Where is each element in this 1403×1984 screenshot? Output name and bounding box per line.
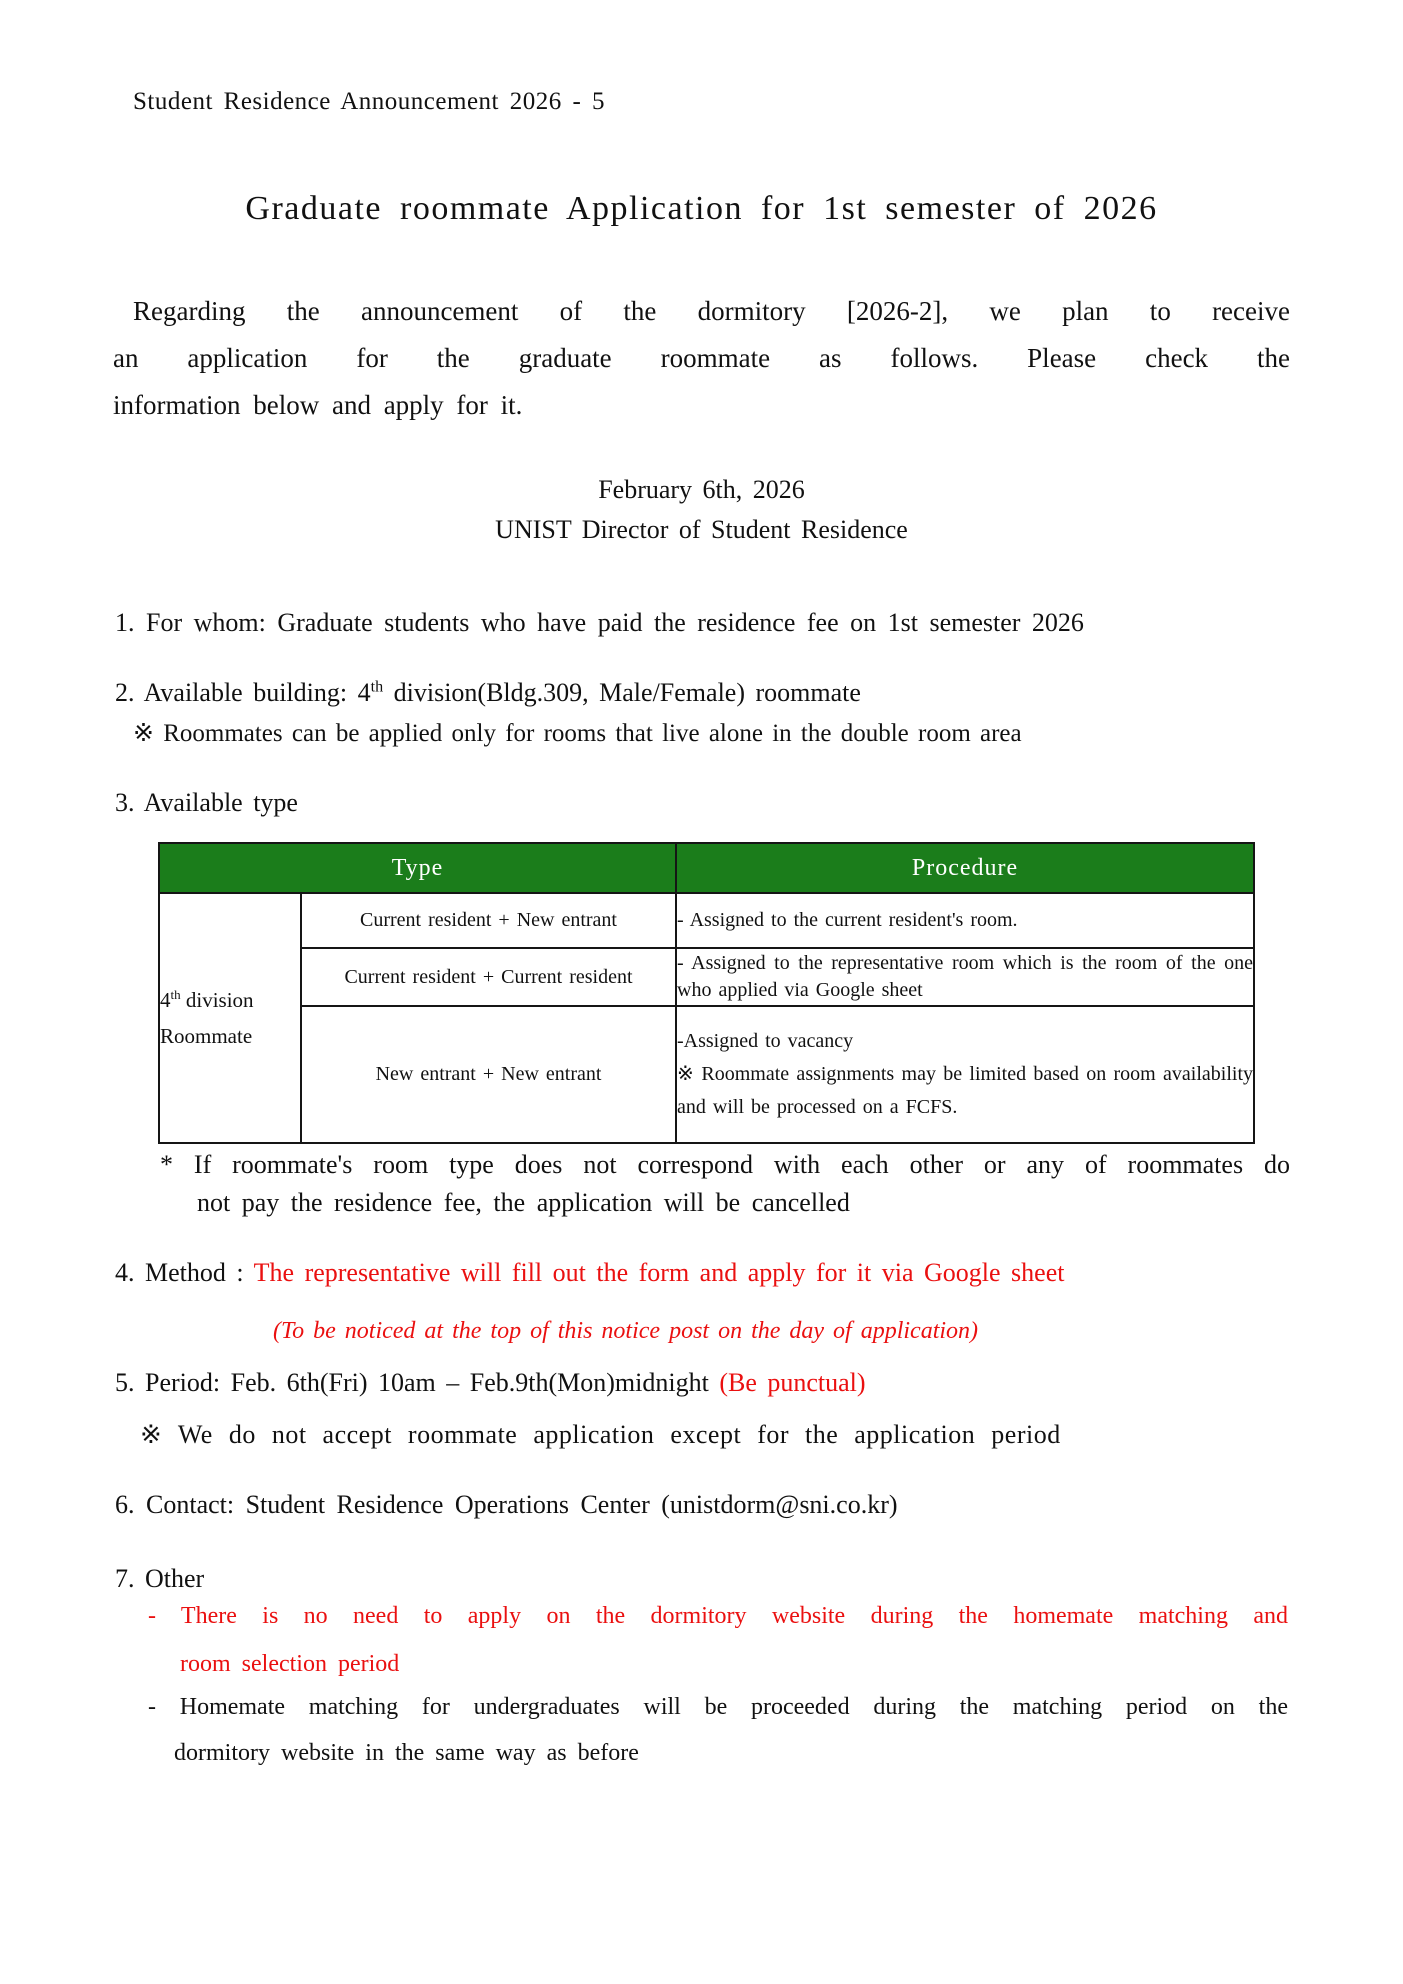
other-bullet-1 bbox=[148, 1592, 1288, 1688]
intro-line: information below and apply for it. bbox=[113, 390, 523, 420]
table-note bbox=[160, 1146, 1290, 1222]
section-available-type: 3. Available type bbox=[115, 788, 298, 817]
method-red-text: The representative will fill out the form and apply for it via Google sheet bbox=[253, 1258, 1065, 1287]
section-contact: 6. Contact: Student Residence Operations Center (unistdorm@sni.co.kr) bbox=[115, 1490, 898, 1519]
method-label: 4. Method : bbox=[115, 1258, 254, 1287]
bullet-line: dormitory website in the same way as before bbox=[174, 1740, 639, 1766]
group-line: 4th division bbox=[160, 987, 254, 1012]
section-building bbox=[115, 678, 861, 708]
procedure-cell bbox=[676, 1006, 1254, 1143]
period-text: 5. Period: Feb. 6th(Fri) 10am – Feb.9th(Mon)midnight bbox=[115, 1368, 720, 1397]
column-header-type: Type bbox=[159, 843, 676, 893]
procedure-line: -Assigned to vacancy bbox=[677, 1030, 854, 1052]
type-cell: New entrant + New entrant bbox=[301, 1006, 676, 1143]
section-other: 7. Other bbox=[115, 1564, 205, 1593]
table-note-line: * If roommate's room type does not correspond with each other or any of roommates do bbox=[160, 1150, 1290, 1179]
method-sub-note: (To be noticed at the top of this notice post on the day of application) bbox=[273, 1318, 979, 1344]
ordinal-superscript: th bbox=[370, 678, 384, 696]
bullet-line: - Homemate matching for undergraduates will be proceeded during the matching period on the bbox=[148, 1694, 1288, 1720]
other-bullet-2 bbox=[148, 1684, 1288, 1776]
group-cell bbox=[159, 893, 301, 1143]
column-header-procedure: Procedure bbox=[676, 843, 1254, 893]
date-line: February 6th, 2026 bbox=[598, 475, 805, 504]
table-row bbox=[159, 1006, 1254, 1143]
document-title: Graduate roommate Application for 1st semester of 2026 bbox=[245, 190, 1158, 227]
ordinal-superscript: th bbox=[170, 987, 181, 1002]
bullet-line: - There is no need to apply on the dormitory website during the homemate matching and bbox=[148, 1603, 1288, 1629]
intro-line: an application for the graduate roommate as follows. Please check the bbox=[113, 343, 1290, 373]
type-cell: Current resident + Current resident bbox=[301, 948, 676, 1006]
type-cell: Current resident + New entrant bbox=[301, 893, 676, 948]
bullet-line: room selection period bbox=[180, 1651, 400, 1677]
section-for-whom: 1. For whom: Graduate students who have paid the residence fee on 1st semester 2026 bbox=[115, 608, 1084, 637]
table-row bbox=[159, 948, 1254, 1006]
table-header-row bbox=[159, 843, 1254, 893]
building-text: 2. Available building: 4 bbox=[115, 678, 371, 707]
procedure-cell: - Assigned to the representative room which is the room of the one who applied via Google sheet bbox=[676, 948, 1254, 1006]
page-header: Student Residence Announcement 2026 - 5 bbox=[133, 88, 606, 115]
group-line: Roommate bbox=[160, 1024, 253, 1048]
building-text-rest: division(Bldg.309, Male/Female) roommate bbox=[383, 678, 861, 707]
table-row bbox=[159, 893, 1254, 948]
period-note: ※ We do not accept roommate application except for the application period bbox=[140, 1420, 1061, 1449]
signature-line: UNIST Director of Student Residence bbox=[495, 515, 908, 544]
section-period bbox=[115, 1368, 866, 1398]
procedure-line: ※ Roommate assignments may be limited based on room availability and will be processed on a FCFS. bbox=[677, 1063, 1254, 1118]
procedure-cell: - Assigned to the current resident's room. bbox=[676, 893, 1254, 948]
period-red-text: (Be punctual) bbox=[719, 1368, 866, 1397]
table-note-line: not pay the residence fee, the application will be cancelled bbox=[197, 1188, 850, 1217]
building-note: ※ Roommates can be applied only for rooms that live alone in the double room area bbox=[133, 720, 1022, 747]
available-type-table bbox=[158, 842, 1255, 1144]
section-method bbox=[115, 1258, 1064, 1288]
intro-line: Regarding the announcement of the dormitory [2026-2], we plan to receive bbox=[133, 296, 1290, 326]
intro-paragraph bbox=[113, 288, 1290, 429]
